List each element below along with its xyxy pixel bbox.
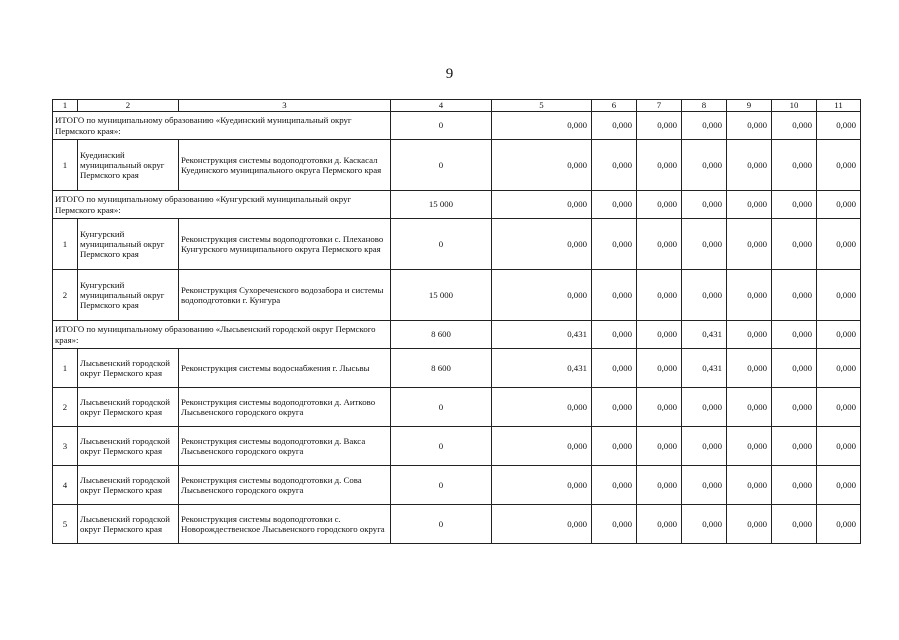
value-cell: 0,000	[772, 321, 817, 349]
value-cell: 0,000	[817, 466, 861, 505]
value-cell: 0,000	[637, 112, 682, 140]
table-row	[53, 388, 861, 427]
value-cell: 0,000	[492, 191, 592, 219]
value-cell: 0,000	[727, 270, 772, 321]
column-number-header	[53, 100, 861, 112]
value-cell: 0,000	[727, 466, 772, 505]
value-cell: 0,431	[682, 321, 727, 349]
project-name: Реконструкция системы водоподготовки с. Плеханово Кунгурского муниципального округа Пермского края	[179, 219, 391, 270]
value-cell: 0,000	[772, 112, 817, 140]
value-cell: 0,000	[592, 388, 637, 427]
value-cell: 0,000	[637, 505, 682, 544]
value-cell: 0,000	[592, 427, 637, 466]
value-cell: 0,000	[592, 321, 637, 349]
row-number: 1	[53, 219, 78, 270]
row-number: 3	[53, 427, 78, 466]
project-name: Реконструкция системы водоподготовки д. Вакса Лысьвенского городского округа	[179, 427, 391, 466]
value-cell: 0,000	[772, 388, 817, 427]
project-name: Реконструкция системы водоподготовки д. Аитково Лысьвенского городского округа	[179, 388, 391, 427]
row-number: 1	[53, 349, 78, 388]
column-number: 1	[53, 100, 78, 112]
table-body	[53, 100, 861, 544]
column-number: 2	[78, 100, 179, 112]
value-cell: 0,000	[682, 112, 727, 140]
value-cell: 0,000	[682, 191, 727, 219]
value-cell: 0,000	[682, 270, 727, 321]
value-cell: 0,000	[817, 321, 861, 349]
value-cell: 0	[391, 466, 492, 505]
value-cell: 0,000	[727, 349, 772, 388]
value-cell: 0,000	[727, 112, 772, 140]
district-name: Кунгурский муниципальный округ Пермского края	[78, 219, 179, 270]
column-number: 11	[817, 100, 861, 112]
value-cell: 0,000	[817, 427, 861, 466]
value-cell: 0,000	[592, 466, 637, 505]
value-cell: 0,000	[492, 112, 592, 140]
project-name: Реконструкция системы водоснабжения г. Лысьвы	[179, 349, 391, 388]
value-cell: 0,000	[772, 270, 817, 321]
total-row	[53, 191, 861, 219]
value-cell: 0,431	[682, 349, 727, 388]
project-name: Реконструкция системы водоподготовки с. Новорождественское Лысьвенского городского округа	[179, 505, 391, 544]
value-cell: 0,000	[727, 219, 772, 270]
value-cell: 0,000	[772, 505, 817, 544]
value-cell: 0,000	[637, 349, 682, 388]
value-cell: 0,000	[682, 466, 727, 505]
value-cell: 0,000	[682, 219, 727, 270]
value-cell: 0,000	[492, 505, 592, 544]
value-cell: 0,000	[772, 427, 817, 466]
project-name: Реконструкция системы водоподготовки д. Каскасал Куединского муниципального округа Пермского края	[179, 140, 391, 191]
column-number: 5	[492, 100, 592, 112]
value-cell: 0,000	[817, 388, 861, 427]
row-number: 1	[53, 140, 78, 191]
value-cell: 0,000	[637, 219, 682, 270]
value-cell: 0,000	[592, 112, 637, 140]
column-number: 7	[637, 100, 682, 112]
value-cell: 0	[391, 427, 492, 466]
value-cell: 0,000	[817, 191, 861, 219]
value-cell: 0	[391, 140, 492, 191]
row-number: 4	[53, 466, 78, 505]
value-cell: 0	[391, 112, 492, 140]
value-cell: 0,000	[772, 140, 817, 191]
value-cell: 0,431	[492, 321, 592, 349]
district-name: Кунгурский муниципальный округ Пермского края	[78, 270, 179, 321]
table-row	[53, 427, 861, 466]
value-cell: 0,000	[682, 388, 727, 427]
total-row	[53, 321, 861, 349]
value-cell: 0,000	[592, 219, 637, 270]
value-cell: 0,000	[727, 321, 772, 349]
value-cell: 0,000	[592, 270, 637, 321]
value-cell: 0,000	[637, 140, 682, 191]
value-cell: 0,000	[637, 321, 682, 349]
table-row	[53, 140, 861, 191]
table-row	[53, 505, 861, 544]
district-name: Лысьвенский городской округ Пермского края	[78, 427, 179, 466]
total-row	[53, 112, 861, 140]
value-cell: 0,000	[637, 191, 682, 219]
value-cell: 0,000	[592, 505, 637, 544]
total-label: ИТОГО по муниципальному образованию «Лысьвенский городской округ Пермского края»:	[53, 321, 391, 349]
value-cell: 0,000	[492, 466, 592, 505]
value-cell: 0,000	[637, 388, 682, 427]
value-cell: 0,000	[637, 270, 682, 321]
table-row	[53, 349, 861, 388]
value-cell: 0,000	[682, 427, 727, 466]
page-number: 9	[445, 66, 454, 82]
value-cell: 0,000	[492, 140, 592, 191]
table-row	[53, 219, 861, 270]
value-cell: 0,000	[772, 466, 817, 505]
district-name: Лысьвенский городской округ Пермского края	[78, 388, 179, 427]
value-cell: 0,000	[817, 140, 861, 191]
value-cell: 0,000	[637, 466, 682, 505]
table-row	[53, 270, 861, 321]
value-cell: 0,000	[772, 219, 817, 270]
column-number: 4	[391, 100, 492, 112]
value-cell: 0,000	[592, 140, 637, 191]
value-cell: 0,000	[492, 388, 592, 427]
value-cell: 0,000	[492, 270, 592, 321]
district-name: Куединский муниципальный округ Пермского края	[78, 140, 179, 191]
project-name: Реконструкция Сухореченского водозабора и системы водоподготовки г. Кунгура	[179, 270, 391, 321]
value-cell: 0,000	[817, 270, 861, 321]
district-name: Лысьвенский городской округ Пермского края	[78, 349, 179, 388]
value-cell: 0,431	[492, 349, 592, 388]
value-cell: 0	[391, 505, 492, 544]
column-number: 3	[179, 100, 391, 112]
district-name: Лысьвенский городской округ Пермского края	[78, 466, 179, 505]
value-cell: 0,000	[727, 191, 772, 219]
financing-table	[52, 99, 861, 544]
value-cell: 0,000	[592, 349, 637, 388]
total-label: ИТОГО по муниципальному образованию «Кунгурский муниципальный округ Пермского края»:	[53, 191, 391, 219]
column-number: 10	[772, 100, 817, 112]
value-cell: 0,000	[727, 388, 772, 427]
value-cell: 0,000	[817, 112, 861, 140]
table-row	[53, 466, 861, 505]
value-cell: 8 600	[391, 321, 492, 349]
value-cell: 15 000	[391, 191, 492, 219]
value-cell: 0,000	[772, 191, 817, 219]
value-cell: 0,000	[817, 219, 861, 270]
value-cell: 0,000	[727, 427, 772, 466]
value-cell: 0	[391, 219, 492, 270]
value-cell: 15 000	[391, 270, 492, 321]
value-cell: 0,000	[592, 191, 637, 219]
value-cell: 8 600	[391, 349, 492, 388]
value-cell: 0,000	[492, 219, 592, 270]
value-cell: 0,000	[492, 427, 592, 466]
value-cell: 0,000	[637, 427, 682, 466]
row-number: 2	[53, 388, 78, 427]
value-cell: 0,000	[727, 140, 772, 191]
value-cell: 0,000	[682, 505, 727, 544]
value-cell: 0,000	[817, 505, 861, 544]
project-name: Реконструкция системы водоподготовки д. Сова Лысьвенского городского округа	[179, 466, 391, 505]
value-cell: 0	[391, 388, 492, 427]
district-name: Лысьвенский городской округ Пермского края	[78, 505, 179, 544]
row-number: 5	[53, 505, 78, 544]
column-number: 8	[682, 100, 727, 112]
value-cell: 0,000	[682, 140, 727, 191]
row-number: 2	[53, 270, 78, 321]
value-cell: 0,000	[772, 349, 817, 388]
value-cell: 0,000	[817, 349, 861, 388]
total-label: ИТОГО по муниципальному образованию «Куединский муниципальный округ Пермского края»:	[53, 112, 391, 140]
column-number: 6	[592, 100, 637, 112]
column-number: 9	[727, 100, 772, 112]
value-cell: 0,000	[727, 505, 772, 544]
